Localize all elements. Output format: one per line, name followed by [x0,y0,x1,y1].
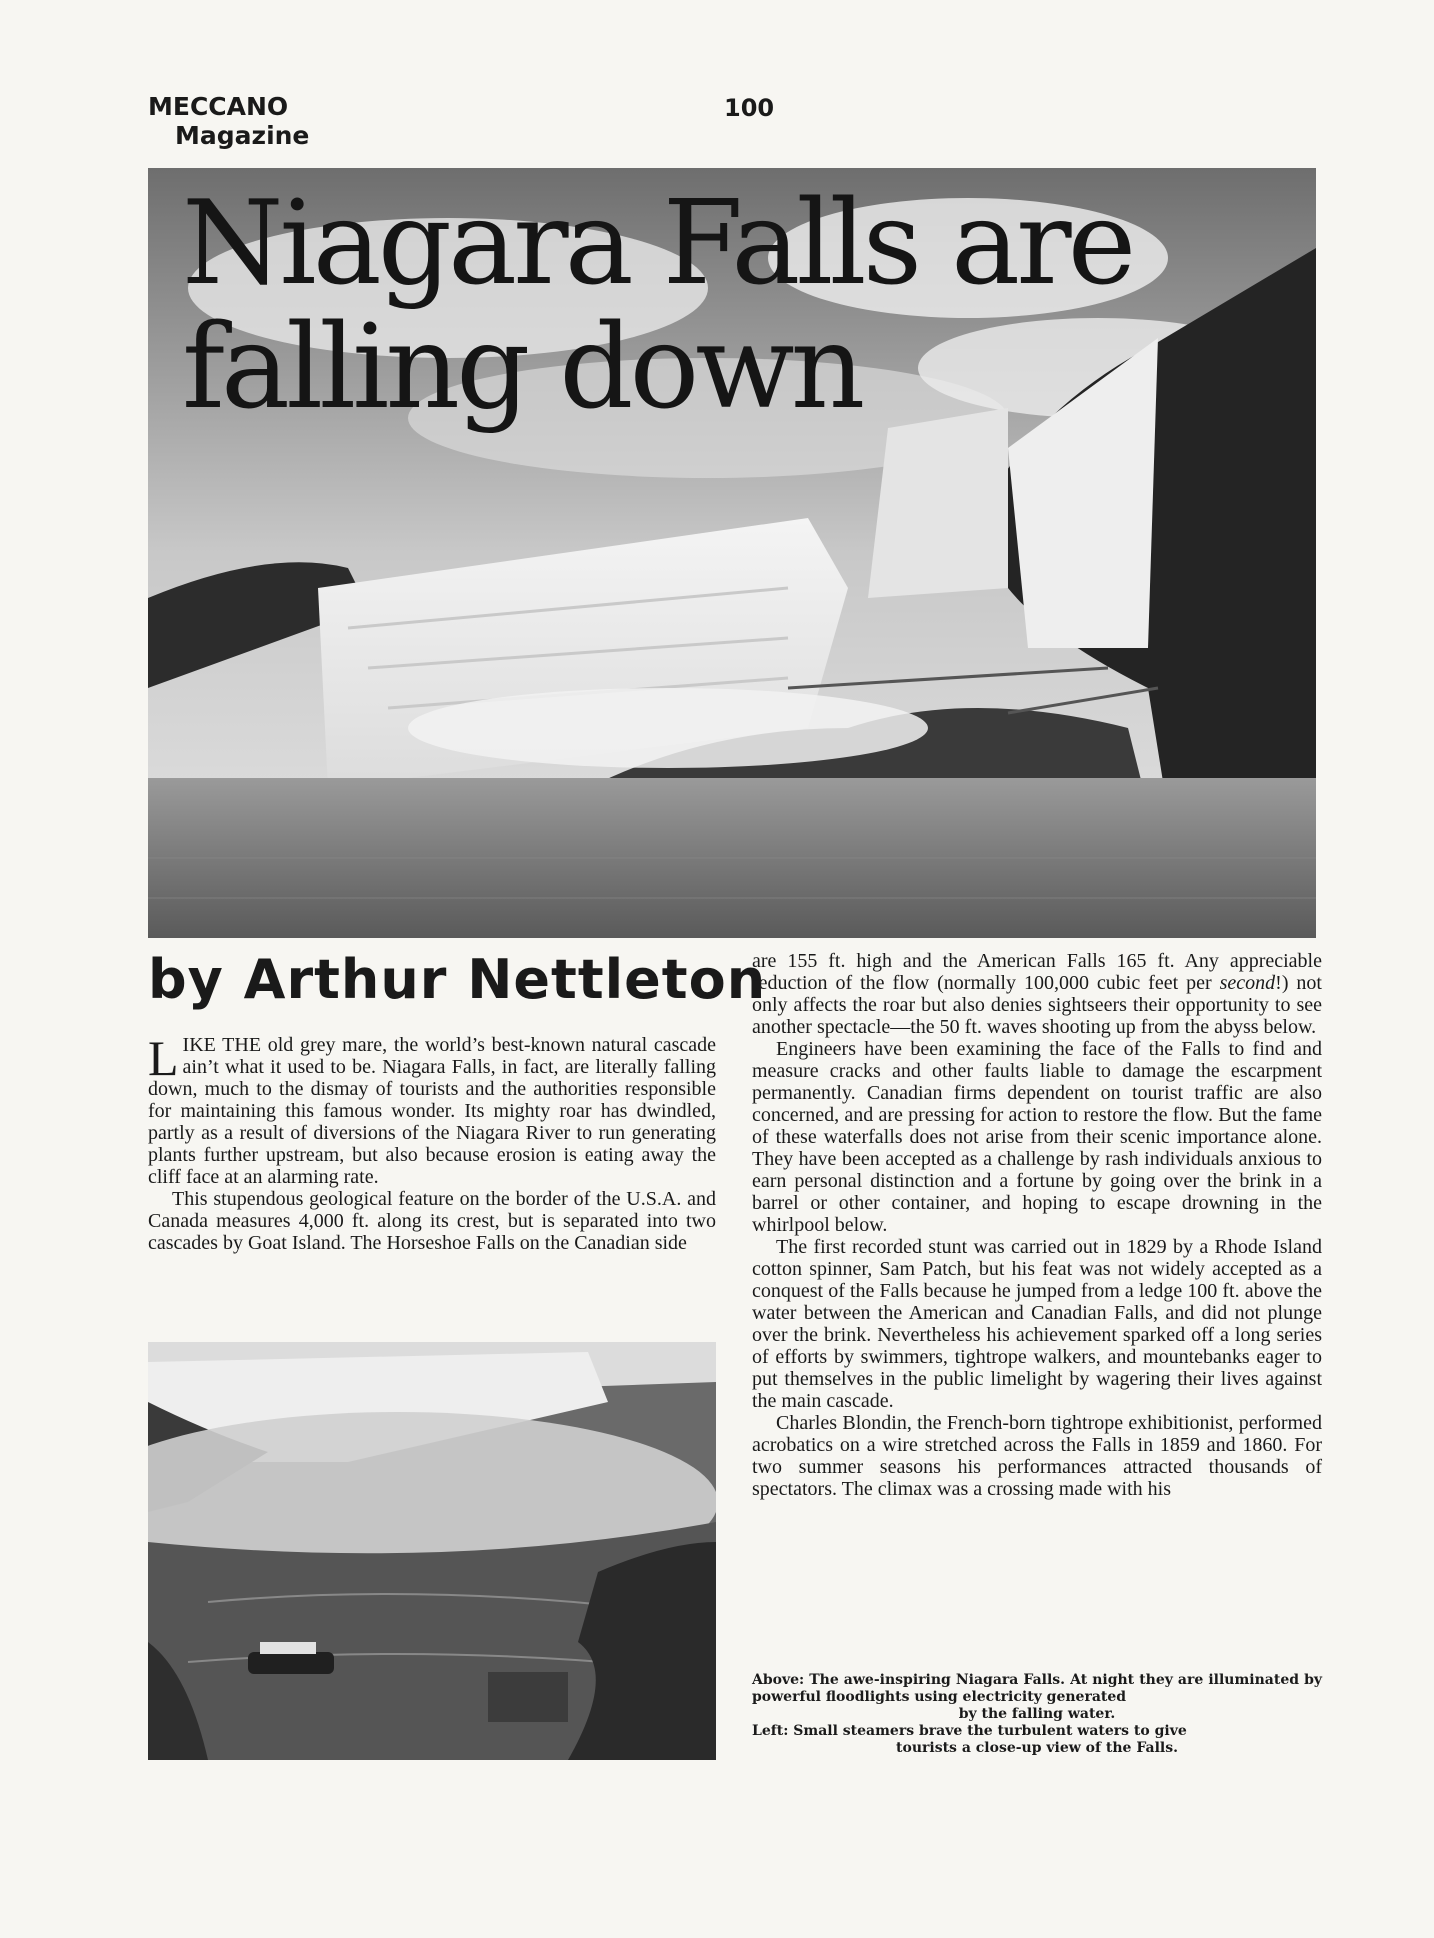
masthead-title: MECCANO [148,92,289,121]
article-paragraph: Charles Blondin, the French-born tightrope exhibitionist, performed acrobatics on a wire stretched across the Falls in 1859 and 1860. For two summer seasons his performances attracted thousands of spectators. The climax was a crossing made with his [752,1412,1322,1500]
masthead [148,92,309,150]
caption-left: Left: Small steamers brave the turbulent waters to give [752,1723,1187,1739]
headline-line-2: falling down [182,300,862,435]
article-paragraph: This stupendous geological feature on the border of the U.S.A. and Canada measures 4,000 ft. along its crest, but is separated into two cascades by Goat Island. The Horseshoe Falls on the Canadian side [148,1188,716,1254]
caption-left-cont: tourists a close-up view of the Falls. [896,1740,1178,1756]
drop-cap: L [148,1030,179,1086]
byline: by Arthur Nettleton [148,948,767,1011]
steamer-photo [148,1342,716,1760]
article-paragraph: are 155 ft. high and the American Falls 165 ft. Any appreciable reduction of the flow (normally 100,000 cubic feet per second!) not only affects the roar but also denies sightseers their opportunity to see another spectacle—the 50 ft. waves shooting up from the abyss below. [752,950,1322,1038]
article-column-1 [148,1030,716,1254]
caption-above-cont: by the falling water. [958,1706,1116,1722]
headline-line-1: Niagara Falls are [182,176,1133,311]
article-paragraph: LIKE THE old grey mare, the world’s best-known natural cascade ain’t what it used to be. Niagara Falls, in fact, are literally falling down, much to the dismay of tourists and the authorities responsible for maintaining this famous wonder. Its mighty roar has dwindled, partly as a result of diversions of the Niagara River to run generating plants further upstream, but also because erosion is eating away the cliff face at an alarming rate. [148,1030,716,1188]
article-paragraph: Engineers have been examining the face of the Falls to find and measure cracks and other faults liable to damage the escarpment permanently. Canadian firms dependent on tourist traffic are also concerned, and are pressing for action to restore the flow. But the fame of these waterfalls does not arise from their scenic importance alone. They have been accepted as a challenge by rash individuals anxious to earn personal distinction and a fortune by going over the brink in a barrel or other container, and hoping to escape drowning in the whirlpool below. [752,1038,1322,1236]
caption-above: Above: The awe-inspiring Niagara Falls. At night they are illuminated by powerful floodlights using electricity generated [752,1672,1322,1705]
page-number: 100 [724,94,775,122]
steamer-falls-photo [148,1342,716,1760]
masthead-subtitle: Magazine [175,121,310,150]
hero-photo [148,168,1316,938]
article-paragraph: The first recorded stunt was carried out in 1829 by a Rhode Island cotton spinner, Sam Patch, but his feat was not widely accepted as a conquest of the Falls because he jumped from a ledge 100 ft. above the water between the American and Canadian Falls, and did not plunge over the brink. Nevertheless his achievement sparked off a long series of efforts by swimmers, tightrope walkers, and mountebanks eager to put themselves in the public limelight by wagering their lives against the main cascade. [752,1236,1322,1412]
photo-captions [752,1672,1322,1757]
headline [182,176,1133,435]
article-column-2 [752,950,1322,1500]
